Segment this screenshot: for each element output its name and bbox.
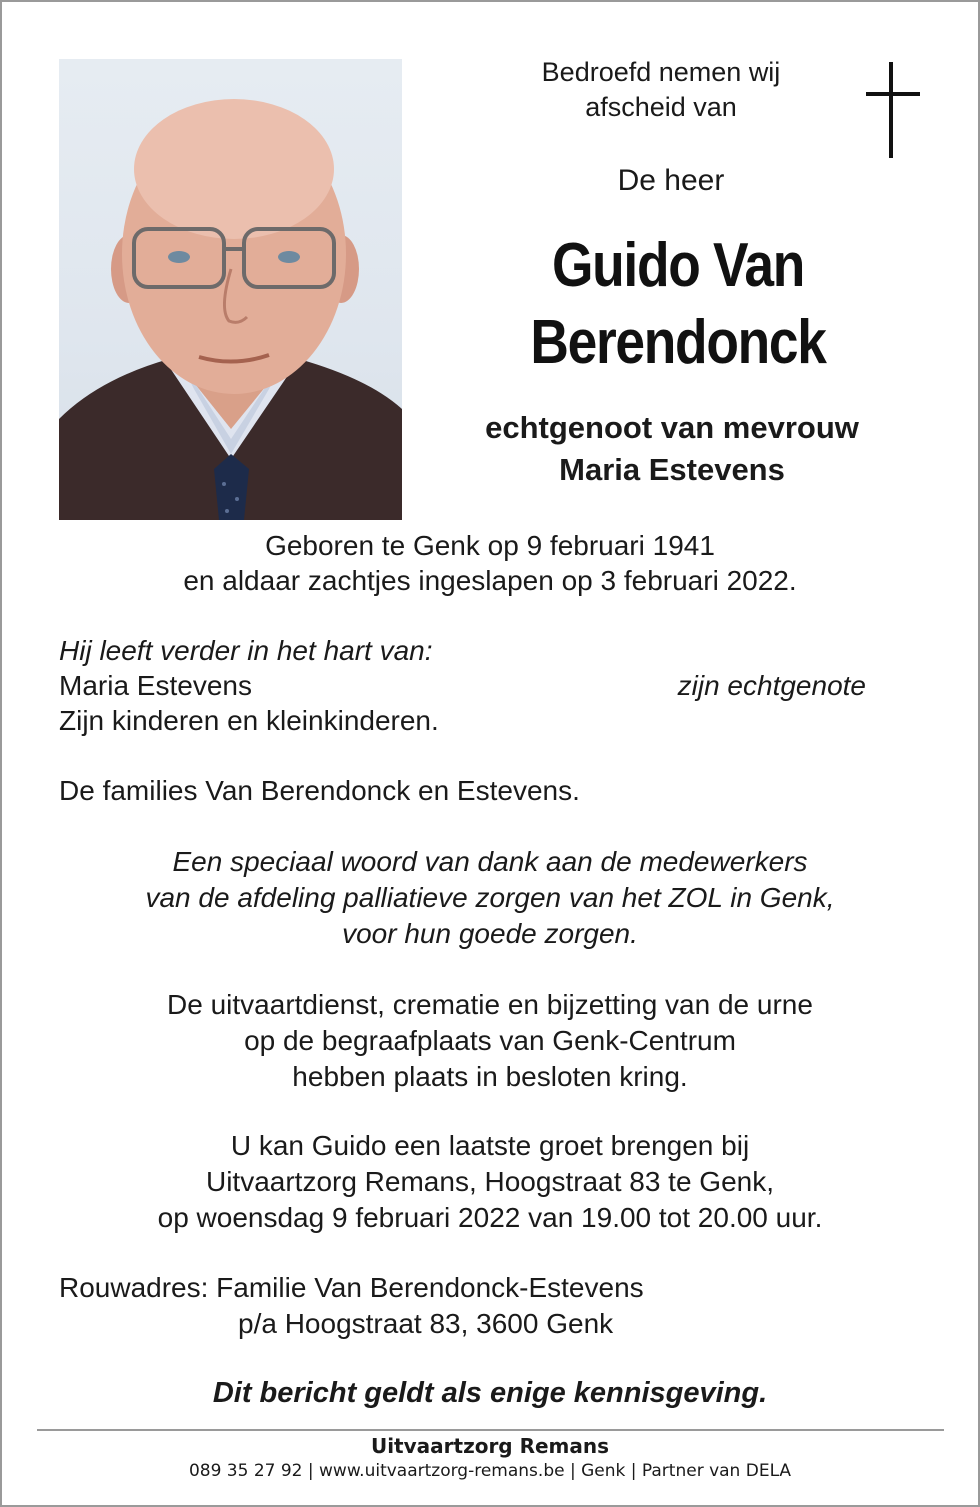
visitation-line-2: Uitvaartzorg Remans, Hoogstraat 83 te Genk, bbox=[205, 1166, 775, 1197]
ceremony-line-3: hebben plaats in besloten kring. bbox=[292, 1061, 688, 1092]
survivor-children: Zijn kinderen en kleinkinderen. bbox=[59, 705, 439, 736]
spouse-of-line-1: echtgenoot van mevrouw bbox=[485, 410, 859, 445]
died-line: en aldaar zachtjes ingeslapen op 3 februari 2022. bbox=[183, 565, 797, 596]
survivors-intro: Hij leeft verder in het hart van: bbox=[59, 635, 433, 666]
visitation-line-3: op woensdag 9 februari 2022 van 19.00 tot 20.00 uur. bbox=[157, 1202, 823, 1233]
portrait-photo bbox=[59, 59, 402, 520]
deceased-name-last: Berendonck bbox=[530, 308, 826, 377]
born-line: Geboren te Genk op 9 februari 1941 bbox=[265, 530, 715, 561]
survivor-spouse-role: zijn echtgenote bbox=[677, 670, 866, 701]
address-line-2: p/a Hoogstraat 83, 3600 Genk bbox=[238, 1308, 614, 1339]
thanks-line-1: Een speciaal woord van dank aan de medewerkers bbox=[172, 846, 808, 877]
address-line-1: Rouwadres: Familie Van Berendonck-Estevens bbox=[59, 1272, 644, 1303]
cross-icon bbox=[864, 62, 922, 160]
spouse-of-line-2: Maria Estevens bbox=[559, 452, 785, 487]
deceased-name-first: Guido Van bbox=[551, 231, 805, 300]
ceremony-line-2: op de begraafplaats van Genk-Centrum bbox=[244, 1025, 736, 1056]
thanks-line-3: voor hun goede zorgen. bbox=[342, 918, 638, 949]
notice: Dit bericht geldt als enige kennisgeving. bbox=[212, 1377, 768, 1409]
intro-line-1: Bedroefd nemen wij bbox=[541, 57, 781, 87]
visitation-line-1: U kan Guido een laatste groet brengen bij bbox=[230, 1130, 750, 1161]
footer-company: Uitvaartzorg Remans bbox=[370, 1434, 610, 1458]
survivor-families: De families Van Berendonck en Estevens. bbox=[59, 775, 580, 806]
footer-divider bbox=[37, 1429, 944, 1431]
intro-line-2: afscheid van bbox=[585, 92, 737, 122]
survivor-spouse-name: Maria Estevens bbox=[59, 670, 252, 701]
thanks-line-2: van de afdeling palliatieve zorgen van het ZOL in Genk, bbox=[145, 882, 835, 913]
ceremony-line-1: De uitvaartdienst, crematie en bijzetting van de urne bbox=[167, 989, 813, 1020]
salutation: De heer bbox=[617, 164, 725, 197]
footer-details: 089 35 27 92 | www.uitvaartzorg-remans.be | Genk | Partner van DELA bbox=[188, 1461, 792, 1481]
